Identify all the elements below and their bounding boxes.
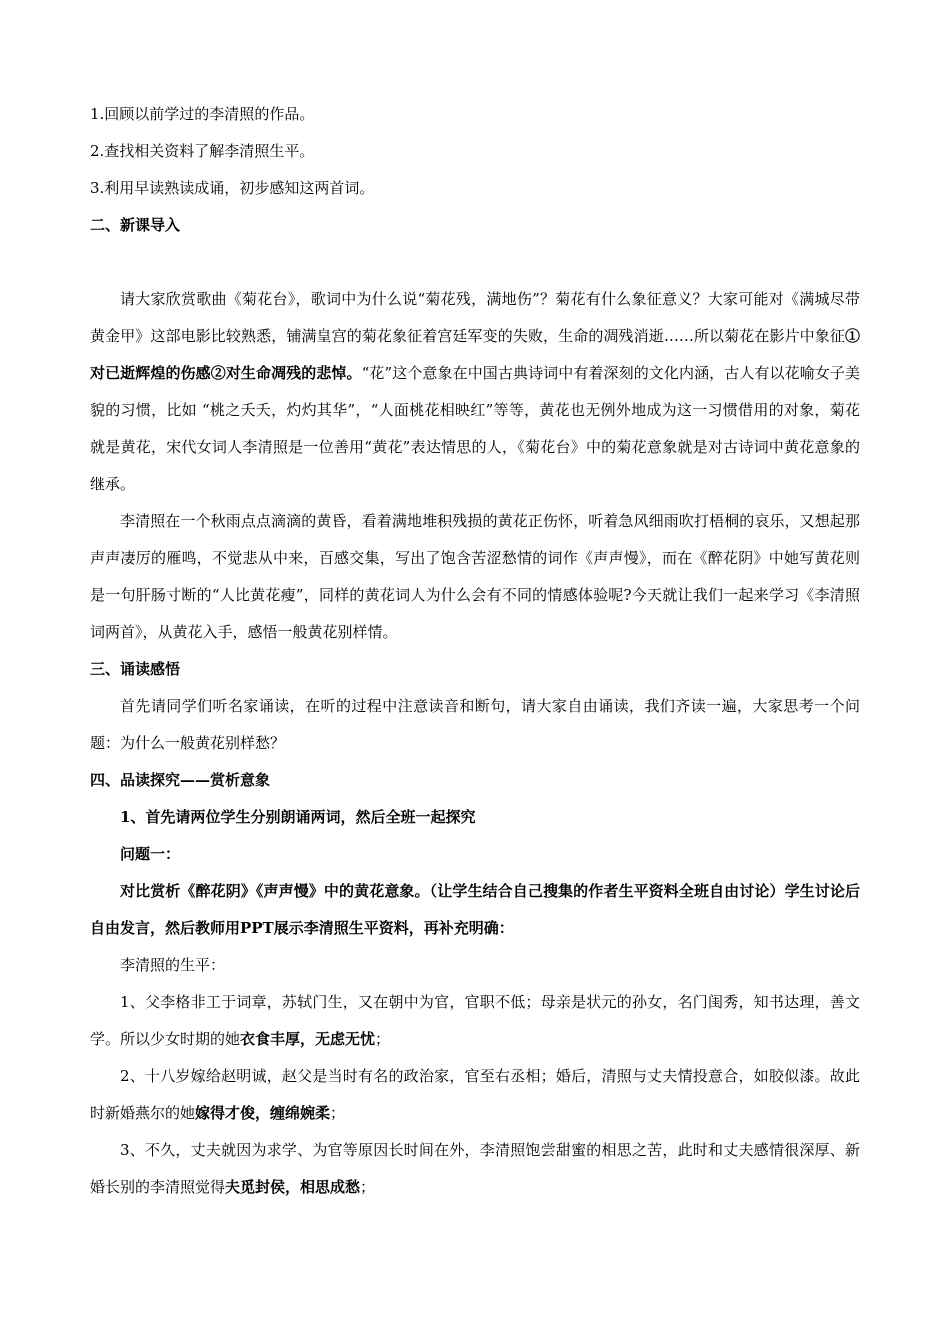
bio-item-2-end: ； — [330, 1104, 346, 1122]
prep-item-1: 1.回顾以前学过的李清照的作品。 — [90, 105, 315, 123]
section-heading-explore: 四、品读探究——赏析意象 — [90, 771, 271, 789]
bio-title: 李清照的生平： — [120, 956, 226, 974]
bio-item-1 — [90, 984, 860, 1058]
bio-item-3-end: ； — [360, 1178, 376, 1196]
bio-item-1-end: ； — [375, 1030, 391, 1048]
explore-step-1: 1、首先请两位学生分别朗诵两词，然后全班一起探究 — [120, 808, 476, 826]
section-heading-recite: 三、诵读感悟 — [90, 660, 181, 678]
intro-paragraph-1 — [90, 281, 860, 503]
intro-text-b: “花”这个意象在中国古典诗词中有着深刻的文化内涵，古人有以花喻女子美貌的习惯，比如 “桃之夭夭，灼灼其华”，“人面桃花相映红”等等，黄花也无例外地成为这一习惯借用的对象，菊花就是黄花，宋代女词人李清照是一位善用“黄花”表达情思的人，《菊花台》中的菊花意象就是对古诗词中黄花意象的继承。 — [90, 364, 860, 493]
bio-item-2-bold: 嫁得才俊，缠绵婉柔 — [195, 1104, 331, 1122]
prep-item-2: 2.查找相关资料了解李清照生平。 — [90, 142, 315, 160]
blank-line — [90, 244, 860, 281]
prep-item-3: 3.利用早读熟读成诵，初步感知这两首词。 — [90, 179, 375, 197]
bio-item-3 — [90, 1132, 860, 1206]
bio-item-2-text: 2、十八岁嫁给赵明诚，赵父是当时有名的政治家，官至右丞相；婚后，清照与丈夫情投意合，如胶似漆。故此时新婚燕尔的她 — [90, 1067, 860, 1122]
question-one-text: 对比赏析《醉花阴》《声声慢》中的黄花意象。（让学生结合自己搜集的作者生平资料全班自由讨论）学生讨论后自由发言，然后教师用PPT展示李清照生平资料，再补充明确： — [90, 882, 860, 937]
document-page — [90, 96, 860, 1206]
bio-item-3-bold: 夫觅封侯，相思成愁 — [225, 1178, 361, 1196]
bio-item-3-text: 3、不久，丈夫就因为求学、为官等原因长时间在外，李清照饱尝甜蜜的相思之苦，此时和丈夫感情很深厚、新婚长别的李清照觉得 — [90, 1141, 860, 1196]
intro-paragraph-2: 李清照在一个秋雨点点滴滴的黄昏，看着满地堆积残损的黄花正伤怀，听着急风细雨吹打梧桐的哀乐，又想起那声声凄厉的雁鸣，不觉悲从中来，百感交集，写出了饱含苦涩愁情的词作《声声慢》，而在《醉花阴》中她写黄花则是一句肝肠寸断的“人比黄花瘦”，同样的黄花词人为什么会有不同的情感体验呢?今天就让我们一起来学习《李清照词两首》，从黄花入手，感悟一般黄花别样情。 — [90, 512, 860, 641]
bio-item-1-bold: 衣食丰厚，无虑无忧 — [240, 1030, 376, 1048]
intro-text-bold: ①对已逝辉煌的伤感②对生命凋残的悲悼。 — [90, 327, 860, 382]
section-heading-intro: 二、新课导入 — [90, 216, 181, 234]
bio-item-2 — [90, 1058, 860, 1132]
question-one-label: 问题一： — [120, 845, 181, 863]
bio-item-1-text: 1、父李格非工于词章，苏轼门生，又在朝中为官，官职不低；母亲是状元的孙女，名门闺秀，知书达理，善文学。所以少女时期的她 — [90, 993, 860, 1048]
recite-paragraph: 首先请同学们听名家诵读，在听的过程中注意读音和断句，请大家自由诵读，我们齐读一遍，大家思考一个问题：为什么一般黄花别样愁？ — [90, 697, 860, 752]
intro-text-a: 请大家欣赏歌曲《菊花台》，歌词中为什么说“菊花残，满地伤”？菊花有什么象征意义？大家可能对《满城尽带黄金甲》这部电影比较熟悉，铺满皇宫的菊花象征着宫廷军变的失败，生命的凋残消逝……所以菊花在影片中象征 — [90, 290, 860, 345]
